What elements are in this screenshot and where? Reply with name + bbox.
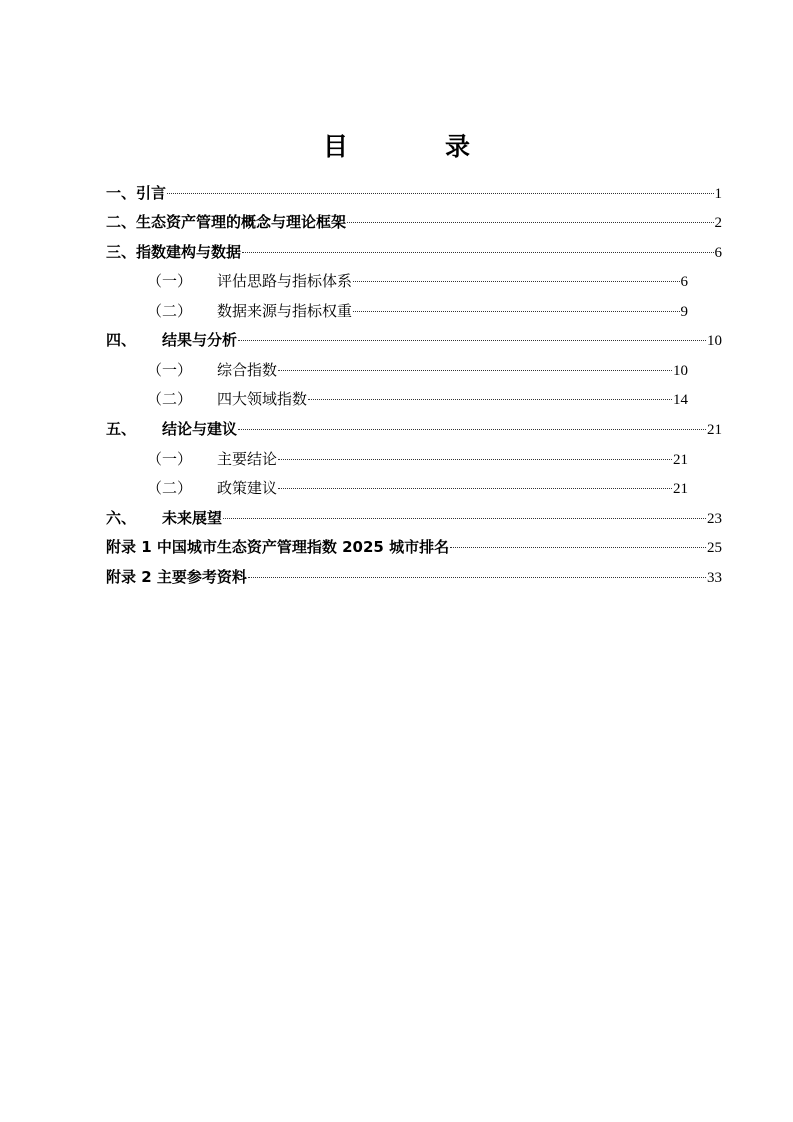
toc-entry-page: 25 [707,540,722,556]
toc-entry-title: 未来展望 [162,509,223,527]
page-title: 目 录 [322,132,506,161]
toc-entry-appendix-1[interactable] [106,536,722,558]
toc-subentry-data-sources[interactable] [147,300,688,322]
toc-subentry-evaluation-framework[interactable] [147,270,688,292]
toc-entry-number: 三、 [106,243,137,261]
toc-entry-page: 1 [714,186,722,202]
dot-leader [278,488,672,489]
dot-leader [347,222,713,223]
toc-entry-page: 23 [707,511,722,527]
toc-entry-title: 四大领域指数 [217,390,308,408]
toc-entry-title: 指数建构与数据 [136,243,242,261]
toc-entry-page: 33 [707,570,722,586]
dot-leader [353,311,679,312]
toc-entry-number: （二） [147,479,193,497]
dot-leader [278,370,672,371]
toc-entry-introduction[interactable] [106,182,722,204]
toc-entry-title: 政策建议 [217,479,278,497]
toc-entry-number: 五、 [106,420,137,438]
toc-entry-page: 21 [673,481,688,497]
toc-entry-title: 主要结论 [217,450,278,468]
toc-entry-page: 10 [673,363,688,379]
toc-subentry-composite-index[interactable] [147,359,688,381]
toc-entry-title: 附录 2 主要参考资料 [106,568,247,586]
toc-subentry-policy-suggestions[interactable] [147,477,688,499]
toc-entry-conclusions[interactable] [106,418,722,440]
toc-entry-page: 9 [680,304,688,320]
dot-leader [308,399,672,400]
toc-entry-outlook[interactable] [106,507,722,529]
dot-leader [278,459,672,460]
toc-entry-page: 6 [714,245,722,261]
toc-entry-number: （一） [147,450,193,468]
dot-leader [238,340,706,341]
toc-entry-title: 评估思路与指标体系 [217,272,353,290]
toc-entry-number: 二、 [106,213,137,231]
toc-subentry-four-domains[interactable] [147,388,688,410]
toc-entry-number: 六、 [106,509,137,527]
toc-entry-index-construction[interactable] [106,241,722,263]
toc-entry-title: 附录 1 中国城市生态资产管理指数 2025 城市排名 [106,538,450,556]
toc-subentry-main-conclusions[interactable] [147,448,688,470]
dot-leader [238,429,706,430]
toc-entry-results-analysis[interactable] [106,329,722,351]
dot-leader [223,518,706,519]
toc-entry-title: 数据来源与指标权重 [217,302,353,320]
toc-entry-concept-framework[interactable] [106,211,722,233]
toc-entry-title: 结果与分析 [162,331,238,349]
toc-entry-page: 6 [680,274,688,290]
toc-entry-number: 一、 [106,184,137,202]
toc-entry-title: 引言 [136,184,167,202]
dot-leader [242,252,713,253]
toc-entry-number: （一） [147,361,193,379]
toc-entry-number: 四、 [106,331,137,349]
toc-entry-page: 10 [707,333,722,349]
toc-entry-title: 综合指数 [217,361,278,379]
dot-leader [450,547,706,548]
dot-leader [167,193,713,194]
toc-entry-appendix-2[interactable] [106,566,722,588]
toc-entry-page: 21 [673,452,688,468]
toc-entry-number: （二） [147,302,193,320]
toc-entry-title: 结论与建议 [162,420,238,438]
toc-entry-page: 14 [673,392,688,408]
toc-entry-page: 21 [707,422,722,438]
toc-entry-number: （一） [147,272,193,290]
toc-entry-page: 2 [714,215,722,231]
dot-leader [248,577,706,578]
toc-entry-number: （二） [147,390,193,408]
toc-entry-title: 生态资产管理的概念与理论框架 [136,213,347,231]
dot-leader [353,281,679,282]
